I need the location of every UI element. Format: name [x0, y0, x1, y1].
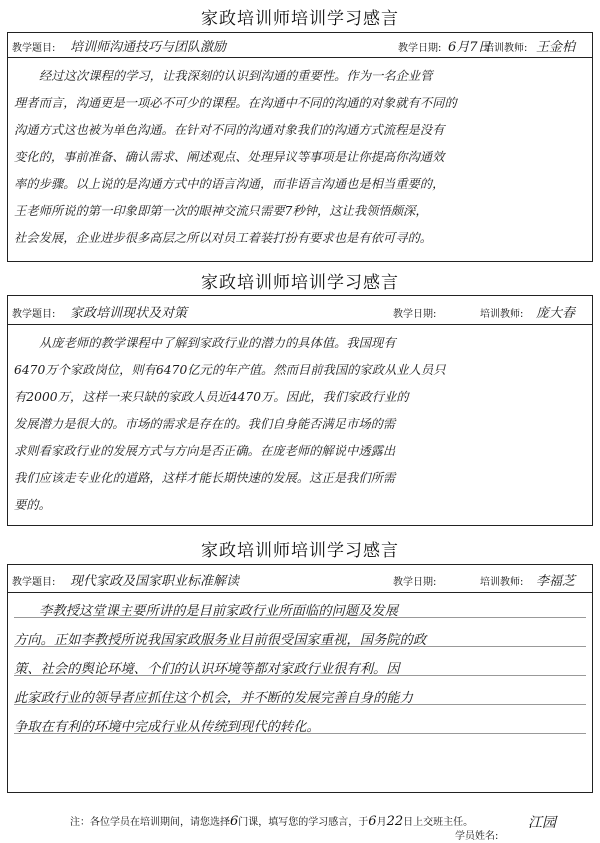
topic-label: 教学题目: — [12, 309, 56, 320]
topic-label: 教学题目: — [12, 43, 56, 54]
body-line: 率的步骤。以上说的是沟通方式中的语言沟通，而非语言沟通也是相当重要的， — [14, 177, 445, 191]
body-line: 王老师所说的第一印象即第一次的眼神交流只需要7秒钟，这让我领悟颇深， — [14, 204, 428, 218]
body-line: 沟通方式这也被为单色沟通。在针对不同的沟通对象我们的沟通方式流程是没有 — [14, 123, 445, 137]
date-label: 教学日期: — [393, 577, 437, 588]
section-3-title: 家政培训师培训学习感言 — [201, 541, 399, 561]
section-1-body — [14, 63, 586, 252]
student-label: 学员姓名: — [455, 831, 499, 842]
body-line: 从庞老师的教学课程中了解到家政行业的潜力的具体值。我国现有 — [39, 336, 396, 350]
section-2-form — [7, 295, 593, 526]
footer-text-after: 日上交班主任。 — [403, 817, 474, 828]
trainer-value: 王金柏 — [536, 40, 576, 55]
section-1-header — [8, 33, 592, 58]
footer-text-mid: 门课，填写您的学习感言，于 — [238, 817, 369, 828]
topic-value: 现代家政及国家职业标准解读 — [70, 574, 240, 589]
section-2-title: 家政培训师培训学习感言 — [201, 273, 399, 293]
topic-value: 培训师沟通技巧与团队激励 — [70, 40, 227, 55]
footer-day: 22 — [386, 814, 404, 829]
footer-month: 6 — [368, 814, 377, 829]
body-line: 变化的，事前准备、确认需求、阐述观点、处理异议等事项是让你提高你沟通效 — [14, 150, 445, 164]
body-line: 我们应该走专业化的道路，这样才能长期快速的发展。这正是我们所需 — [14, 471, 396, 485]
section-1-form — [7, 32, 593, 262]
body-line: 社会发展，企业进步很多高层之所以对员工着装打扮有要求也是有依可寻的。 — [14, 231, 433, 245]
date-label: 教学日期: — [393, 309, 437, 320]
footer-note — [70, 813, 473, 829]
footer-text-before: 注：各位学员在培训期间，请您选择 — [70, 817, 230, 828]
trainer-label: 培训教师: — [480, 309, 524, 320]
body-line: 6470万个家政岗位，则有6470亿元的年产值。然而目前我国的家政从业人员只 — [14, 363, 446, 377]
topic-label: 教学题目: — [12, 577, 56, 588]
section-3-form — [7, 564, 593, 793]
body-line: 求则看家政行业的发展方式与方向是否正确。在庞老师的解说中透露出 — [14, 444, 396, 458]
body-line: 争取在有利的环境中完成行业从传统到现代的转化。 — [14, 720, 320, 735]
body-line: 经过这次课程的学习，让我深刻的认识到沟通的重要性。作为一名企业管 — [39, 69, 433, 83]
body-line: 此家政行业的领导者应抓住这个机会，并不断的发展完善自身的能力 — [14, 691, 413, 706]
body-line: 有2000万，这样一来只缺的家政人员近4470万。因此，我们家政行业的 — [14, 390, 409, 404]
date-label: 教学日期: — [398, 43, 442, 54]
trainer-label: 培训教师: — [484, 43, 528, 54]
student-name: 江园 — [528, 815, 556, 831]
body-line: 方向。正如李教授所说我国家政服务业目前很受国家重视，国务院的政 — [14, 633, 427, 648]
trainer-value: 庞大春 — [536, 306, 576, 321]
body-line: 策、社会的舆论环境、个们的认识环境等都对家政行业很有利。因 — [14, 662, 400, 677]
section-3-body — [14, 597, 586, 742]
body-line: 要的。 — [14, 498, 51, 512]
body-line: 发展潜力是很大的。市场的需求是存在的。我们自身能否满足市场的需 — [14, 417, 396, 431]
section-2-body — [14, 330, 586, 519]
footer-courses: 6 — [230, 814, 239, 829]
topic-value: 家政培训现状及对策 — [70, 306, 188, 321]
footer-text-month: 月 — [376, 817, 387, 828]
section-3-header — [8, 565, 592, 593]
trainer-label: 培训教师: — [480, 577, 524, 588]
section-1-title: 家政培训师培训学习感言 — [201, 9, 399, 29]
trainer-value: 李福芝 — [536, 574, 576, 589]
section-2-header — [8, 296, 592, 325]
body-line: 李教授这堂课主要所讲的是目前家政行业所面临的问题及发展 — [39, 604, 399, 619]
body-line: 理者而言，沟通更是一项必不可少的课程。在沟通中不同的沟通的对象就有不同的 — [14, 96, 457, 110]
date-value: 6月7日 — [448, 40, 491, 55]
